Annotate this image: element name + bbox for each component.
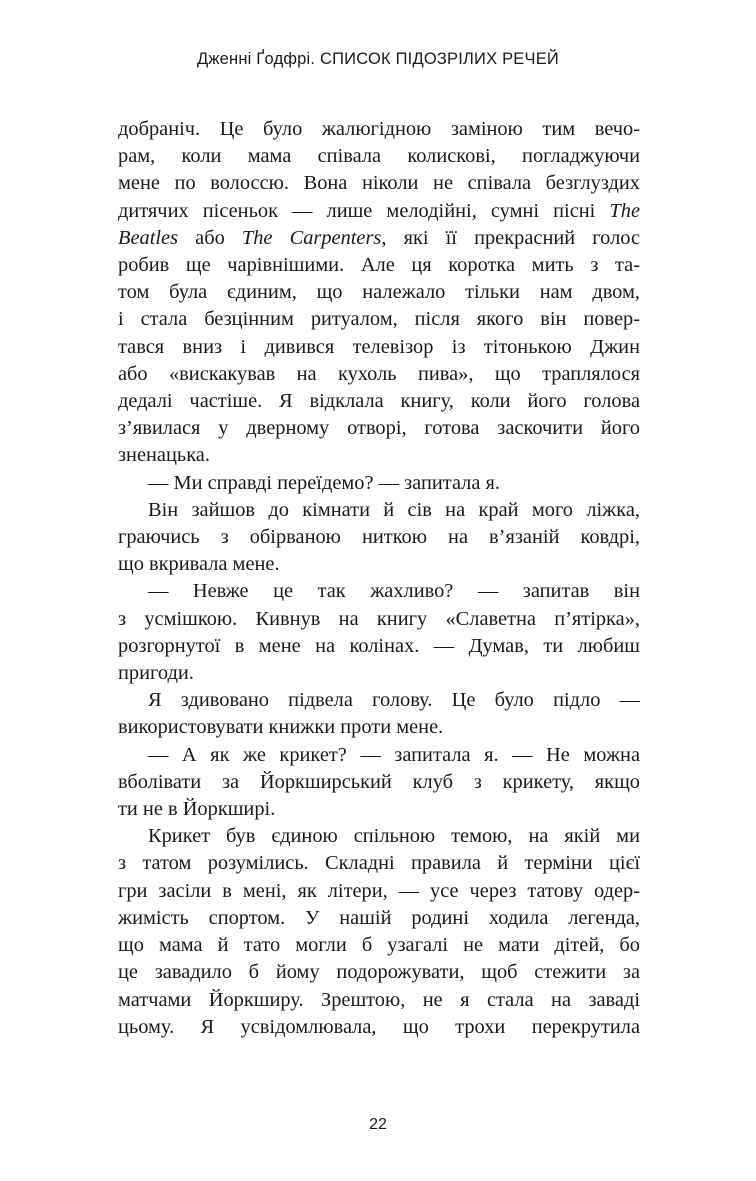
text-line: що вкривала мене. bbox=[118, 553, 280, 576]
text-line: — А як же крикет? — запитала я. — Не можна bbox=[148, 743, 640, 766]
text-line: і стала безцінним ритуалом, після якого він повер- bbox=[118, 308, 640, 331]
text-line: мене по волоссю. Вона ніколи не співала безглуздих bbox=[118, 172, 640, 195]
text-line: це завадило б йому подорожувати, щоб стежити за bbox=[118, 961, 640, 984]
text-line: використовувати книжки проти мене. bbox=[118, 716, 444, 739]
text-line: зненацька. bbox=[118, 444, 210, 467]
text-line: том була єдиним, що належало тільки нам двом, bbox=[118, 281, 640, 304]
text-line: дедалі частіше. Я відклала книгу, коли його голова bbox=[118, 390, 640, 413]
text-line: — Невже це так жахливо? — запитав він bbox=[148, 580, 640, 603]
text-line: добраніч. Це було жалюгідною заміною тим вечо- bbox=[118, 118, 640, 140]
text-line: рам, коли мама співала колискові, погладжуючи bbox=[118, 145, 640, 168]
text-line: з’явилася у дверному отворі, готова заскочити його bbox=[118, 417, 640, 440]
text-line: ти не в Йоркширі. bbox=[118, 798, 276, 821]
text-line: жимість спортом. У нашій родині ходила легенда, bbox=[118, 906, 640, 929]
text-line: або «вискакував на кухоль пива», що траплялося bbox=[118, 362, 640, 385]
text-line: тався вниз і дивився телевізор із тітонькою Джин bbox=[118, 335, 640, 358]
text-line: розгорнутої в мене на колінах. — Думав, ти любиш bbox=[118, 634, 640, 657]
text-line: вболівати за Йоркширський клуб з крикету, якщо bbox=[118, 770, 640, 793]
text-line: що мама й тато могли б узагалі не мати дітей, бо bbox=[118, 934, 640, 957]
text-line: Він зайшов до кімнати й сів на край мого ліжка, bbox=[148, 498, 640, 521]
text-line: гри засіли в мені, як літери, — усе через татову одер- bbox=[118, 879, 640, 902]
page-number: 22 bbox=[369, 1116, 387, 1133]
text-line: пригоди. bbox=[118, 662, 194, 685]
text-line: матчами Йоркширу. Зрештою, не я стала на заваді bbox=[118, 988, 640, 1011]
body-text bbox=[118, 116, 640, 1041]
text-line: граючись з обірваною ниткою на в’язаній ковдрі, bbox=[118, 526, 640, 549]
text-line: з татом розумілись. Складні правила й терміни цієї bbox=[118, 852, 640, 875]
text-line: Крикет був єдиною спільною темою, на якій ми bbox=[148, 825, 640, 848]
text-line: — Ми справді переїдемо? — запитала я. bbox=[148, 471, 500, 494]
text-line: Beatles або The Carpenters, які її прекрасний голос bbox=[118, 226, 640, 249]
text-line: робив ще чарівнішими. Але ця коротка мить з та- bbox=[118, 254, 640, 277]
text-line: Я здивовано підвела голову. Це було підло — bbox=[148, 689, 640, 712]
text-line: дитячих пісеньок — лише мелодійні, сумні пісні The bbox=[118, 199, 640, 222]
text-line: цьому. Я усвідомлювала, що трохи перекрутила bbox=[118, 1015, 640, 1038]
running-head: Дженні Ґодфрі. СПИСОК ПІДОЗРІЛИХ РЕЧЕЙ bbox=[197, 50, 559, 68]
text-line: з усмішкою. Кивнув на книгу «Славетна п’ятірка», bbox=[118, 607, 640, 630]
